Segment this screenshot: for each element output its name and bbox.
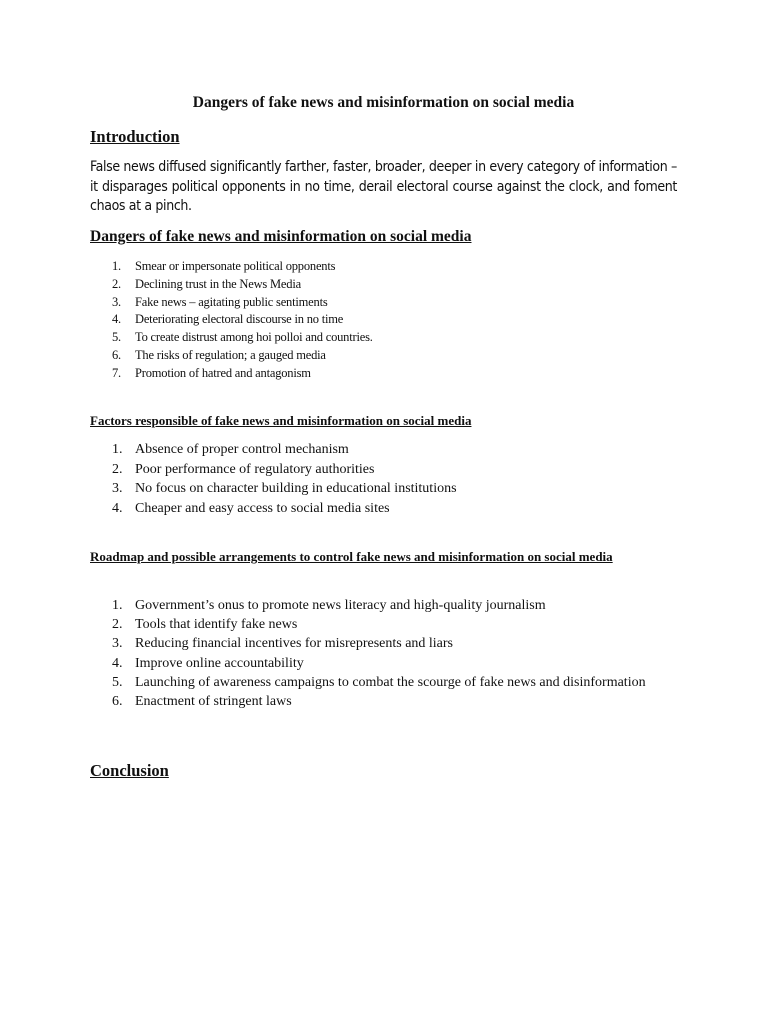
dangers-list — [90, 258, 610, 383]
list-item-text: Tools that identify fake news — [135, 617, 298, 633]
factors-heading: Factors responsible of fake news and misinformation on social media — [90, 413, 472, 428]
list-item-text: Deteriorating electoral discourse in no time — [135, 312, 344, 327]
list-item — [90, 634, 650, 653]
list-item-number: 4. — [112, 500, 123, 516]
list-item — [90, 692, 650, 711]
list-item-number: 2. — [112, 617, 123, 633]
list-item — [90, 329, 610, 347]
list-item-text: Government’s onus to promote news literacy and high-quality journalism — [135, 598, 546, 613]
dangers-heading: Dangers of fake news and misinformation on social media — [90, 228, 472, 245]
list-item-text: Fake news – agitating public sentiments — [135, 294, 328, 309]
list-item — [90, 673, 650, 692]
list-item — [90, 276, 610, 294]
list-item-number: 3. — [112, 294, 121, 309]
list-item-text: Smear or impersonate political opponents — [135, 259, 336, 273]
factors-list — [90, 440, 650, 518]
list-item-text: Absence of proper control mechanism — [135, 442, 349, 457]
list-item-number: 1. — [112, 598, 123, 613]
roadmap-list — [90, 596, 650, 711]
list-item — [90, 440, 650, 460]
list-item-number: 3. — [112, 481, 123, 496]
list-item-text: Promotion of hatred and antagonism — [135, 365, 311, 380]
list-item-text: To create distrust among hoi polloi and countries. — [135, 330, 373, 345]
list-item — [90, 460, 650, 480]
list-item-text: Declining trust in the News Media — [135, 276, 301, 291]
list-item — [90, 479, 650, 499]
list-item-text: Launching of awareness campaigns to combat the scourge of fake news and disinformation — [135, 674, 646, 690]
list-item — [90, 615, 650, 634]
list-item-number: 4. — [112, 312, 121, 327]
list-item — [90, 596, 650, 615]
list-item-number: 5. — [112, 330, 121, 345]
list-item-text: Cheaper and easy access to social media sites — [135, 500, 390, 516]
list-item — [90, 499, 650, 519]
list-item-text: Reducing financial incentives for misrepresents and liars — [135, 636, 454, 652]
document-title: Dangers of fake news and misinformation on social media — [192, 94, 575, 111]
list-item — [90, 294, 610, 312]
list-item-number: 1. — [112, 442, 123, 457]
list-item-text: Poor performance of regulatory authorities — [135, 461, 375, 477]
list-item-number: 2. — [112, 276, 121, 291]
introduction-heading: Introduction — [90, 127, 180, 146]
list-item-text: Enactment of stringent laws — [135, 694, 292, 710]
list-item-text: The risks of regulation; a gauged media — [135, 347, 326, 362]
list-item-number: 7. — [112, 365, 121, 380]
roadmap-heading: Roadmap and possible arrangements to control fake news and misinformation on social media — [90, 549, 613, 564]
list-item-number: 3. — [112, 636, 123, 652]
conclusion-heading: Conclusion — [90, 761, 169, 780]
list-item — [90, 347, 610, 365]
list-item-number: 2. — [112, 461, 123, 477]
list-item — [90, 311, 610, 329]
list-item-number: 1. — [112, 259, 121, 273]
list-item-number: 6. — [112, 694, 123, 710]
list-item — [90, 654, 650, 673]
list-item-text: No focus on character building in educational institutions — [135, 481, 457, 496]
list-item-number: 4. — [112, 655, 123, 671]
list-item-number: 6. — [112, 347, 121, 362]
list-item — [90, 258, 610, 276]
list-item-text: Improve online accountability — [135, 655, 304, 671]
introduction-paragraph: False news diffused significantly farther, faster, broader, deeper in every category of information – it disparages political opponents in no time, derail electoral course against the clock, and foment chaos at a pinch. — [90, 159, 677, 214]
list-item-number: 5. — [112, 674, 123, 690]
list-item — [90, 365, 610, 383]
